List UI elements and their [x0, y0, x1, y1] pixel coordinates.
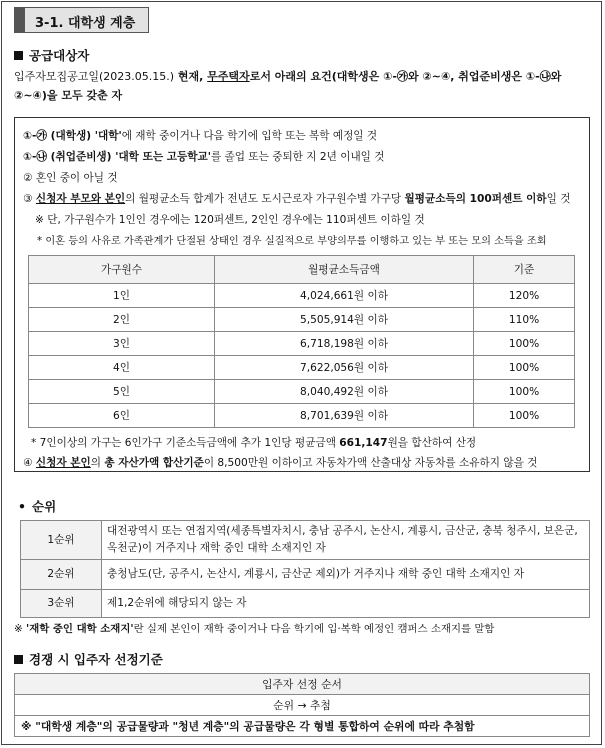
- criterion-emph: 총 자산가액 합산기준: [104, 457, 204, 469]
- heading-selection: [14, 650, 163, 668]
- rank-desc: 충청남도(단, 공주시, 논산시, 계룡시, 금산군 제외)가 거주지나 재학 중인 대학 소재지인 자: [102, 560, 590, 590]
- cell-standard: 100%: [474, 332, 575, 356]
- criterion-num: ①-㉯: [23, 151, 47, 163]
- ranking-note: [14, 620, 494, 635]
- table-row: [29, 332, 575, 356]
- intro-text: 현재,: [174, 70, 208, 83]
- cell-standard: 110%: [474, 308, 575, 332]
- cell-amount: 6,718,198원 이하: [215, 332, 474, 356]
- note-text: 원을 합산하여 산정: [387, 437, 477, 449]
- heading-text: 경쟁 시 입주자 선정기준: [29, 652, 163, 667]
- table-row: [29, 380, 575, 404]
- criterion-quote: '대학 또는 고등학교': [115, 151, 211, 163]
- rank-desc: 제1,2순위에 해당되지 않는 자: [102, 590, 590, 618]
- table-row: [29, 404, 575, 428]
- intro-homeless: 무주택자: [207, 70, 250, 83]
- criterion-3: [23, 191, 570, 206]
- criterion-num: ④: [23, 457, 36, 469]
- table-row: [29, 356, 575, 380]
- criterion-quote: '대학': [94, 130, 122, 142]
- cell-standard: 100%: [474, 380, 575, 404]
- cell-standard: 100%: [474, 404, 575, 428]
- rank-label: 3순위: [21, 590, 102, 618]
- intro-paragraph: [14, 67, 594, 105]
- income-header-amount: 월평균소득금액: [215, 256, 474, 284]
- rank-label: 2순위: [21, 560, 102, 590]
- cell-amount: 7,622,056원 이하: [215, 356, 474, 380]
- heading-supply-target: [14, 46, 89, 64]
- criterion-2: ② 혼인 중이 아닐 것: [23, 172, 118, 184]
- criterion-tag: (취업준비생): [46, 151, 116, 163]
- intro-line2: ②~④)을 모두 갖춘 자: [14, 89, 123, 102]
- criterion-num: ③: [23, 193, 36, 205]
- table-row: [21, 521, 590, 560]
- criterion-1a: [23, 128, 377, 143]
- income-table: [28, 255, 575, 428]
- note-text: * 7인이상의 가구는 6인가구 기준소득금액에 추가 1인당 평균금액: [31, 437, 340, 449]
- cell-standard: 120%: [474, 284, 575, 308]
- heading-ranking: [18, 497, 56, 515]
- note-single-household: ※ 단, 가구원수가 1인인 경우에는 120퍼센트, 2인인 경우에는 110퍼센트 이하일 것: [35, 214, 425, 226]
- income-header-standard: 기준: [474, 256, 575, 284]
- table-row: [29, 308, 575, 332]
- cell-amount: 8,040,492원 이하: [215, 380, 474, 404]
- note-divorce: * 이혼 등의 사유로 가족관계가 단절된 상태인 경우 실질적으로 부양의무를 이행하고 있는 부 또는 모의 소득을 조회: [37, 236, 547, 247]
- cell-amount: 8,701,639원 이하: [215, 404, 474, 428]
- criteria-box: [14, 117, 590, 472]
- cell-household: 1인: [29, 284, 215, 308]
- note-amount: 661,147: [339, 437, 388, 449]
- selection-header: 입주자 선정 순서: [15, 674, 590, 695]
- cell-amount: 4,024,661원 이하: [215, 284, 474, 308]
- criterion-tag: (대학생): [46, 130, 95, 142]
- table-row: [21, 560, 590, 590]
- title-accent-bar: [15, 8, 25, 32]
- page-title: 3-1. 대학생 계층: [35, 16, 136, 31]
- cell-amount: 5,505,914원 이하: [215, 308, 474, 332]
- note-emph: '재학 중인 대학 소재지': [26, 623, 134, 635]
- table-row: [21, 590, 590, 618]
- criterion-text: 일 것: [546, 193, 571, 205]
- ranking-table: [20, 520, 590, 618]
- cell-household: 3인: [29, 332, 215, 356]
- criterion-num: ①-㉮: [23, 130, 47, 142]
- selection-table: [14, 673, 590, 737]
- heading-text: 순위: [32, 499, 57, 514]
- heading-text: 공급대상자: [29, 48, 90, 63]
- criterion-emph: 월평균소득의 100퍼센트 이하: [404, 193, 547, 205]
- criterion-text: 이 8,500만원 이하이고 자동차가액 산출대상 자동차를 소유하지 않을 것: [203, 457, 538, 469]
- cell-household: 2인: [29, 308, 215, 332]
- criterion-text: 를 졸업 또는 중퇴한 지 2년 이내일 것: [210, 151, 385, 163]
- criterion-text: 에 재학 중이거나 다음 학기에 입학 또는 복학 예정일 것: [121, 130, 378, 142]
- cell-household: 6인: [29, 404, 215, 428]
- criterion-1b: [23, 149, 385, 164]
- income-header-household: 가구원수: [29, 256, 215, 284]
- rank-label: 1순위: [21, 521, 102, 560]
- criterion-text: 의 월평균소득 합계가 전년도 도시근로자 가구원수별 가구당: [125, 193, 405, 205]
- square-bullet-icon: [14, 655, 23, 664]
- selection-note: ※ "대학생 계층"의 공급물량과 "청년 계층"의 공급물량은 각 형별 통합하여 순위에 따라 추첨함: [15, 716, 590, 737]
- note-text: 란 실제 본인이 재학 중이거나 다음 학기에 입·복학 예정인 캠퍼스 소재지를 말함: [133, 623, 495, 635]
- criterion-4: [23, 455, 537, 470]
- note-seven-plus: [31, 435, 476, 450]
- cell-household: 5인: [29, 380, 215, 404]
- table-row: [29, 284, 575, 308]
- criterion-emph: 신청자 부모와 본인: [35, 193, 126, 205]
- section-title-box: [14, 7, 149, 33]
- intro-text: 로서 아래의 요건(대학생은 ①-㉮와 ②~④, 취업준비생은 ①-㉯와: [249, 70, 562, 83]
- criterion-text: 의: [90, 457, 105, 469]
- dot-bullet-icon: •: [18, 499, 26, 514]
- cell-household: 4인: [29, 356, 215, 380]
- square-bullet-icon: [14, 51, 23, 60]
- criterion-emph: 신청자 본인: [35, 457, 91, 469]
- note-mark: ※: [14, 623, 27, 635]
- selection-value: 순위 → 추첨: [15, 695, 590, 716]
- intro-date: 입주자모집공고일(2023.05.15.): [14, 70, 175, 83]
- rank-desc: 대전광역시 또는 연접지역(세종특별자치시, 충남 공주시, 논산시, 계룡시, 금산군, 충북 청주시, 보은군, 옥천군)이 거주지나 재학 중인 대학 소재지인 자: [102, 521, 590, 560]
- cell-standard: 100%: [474, 356, 575, 380]
